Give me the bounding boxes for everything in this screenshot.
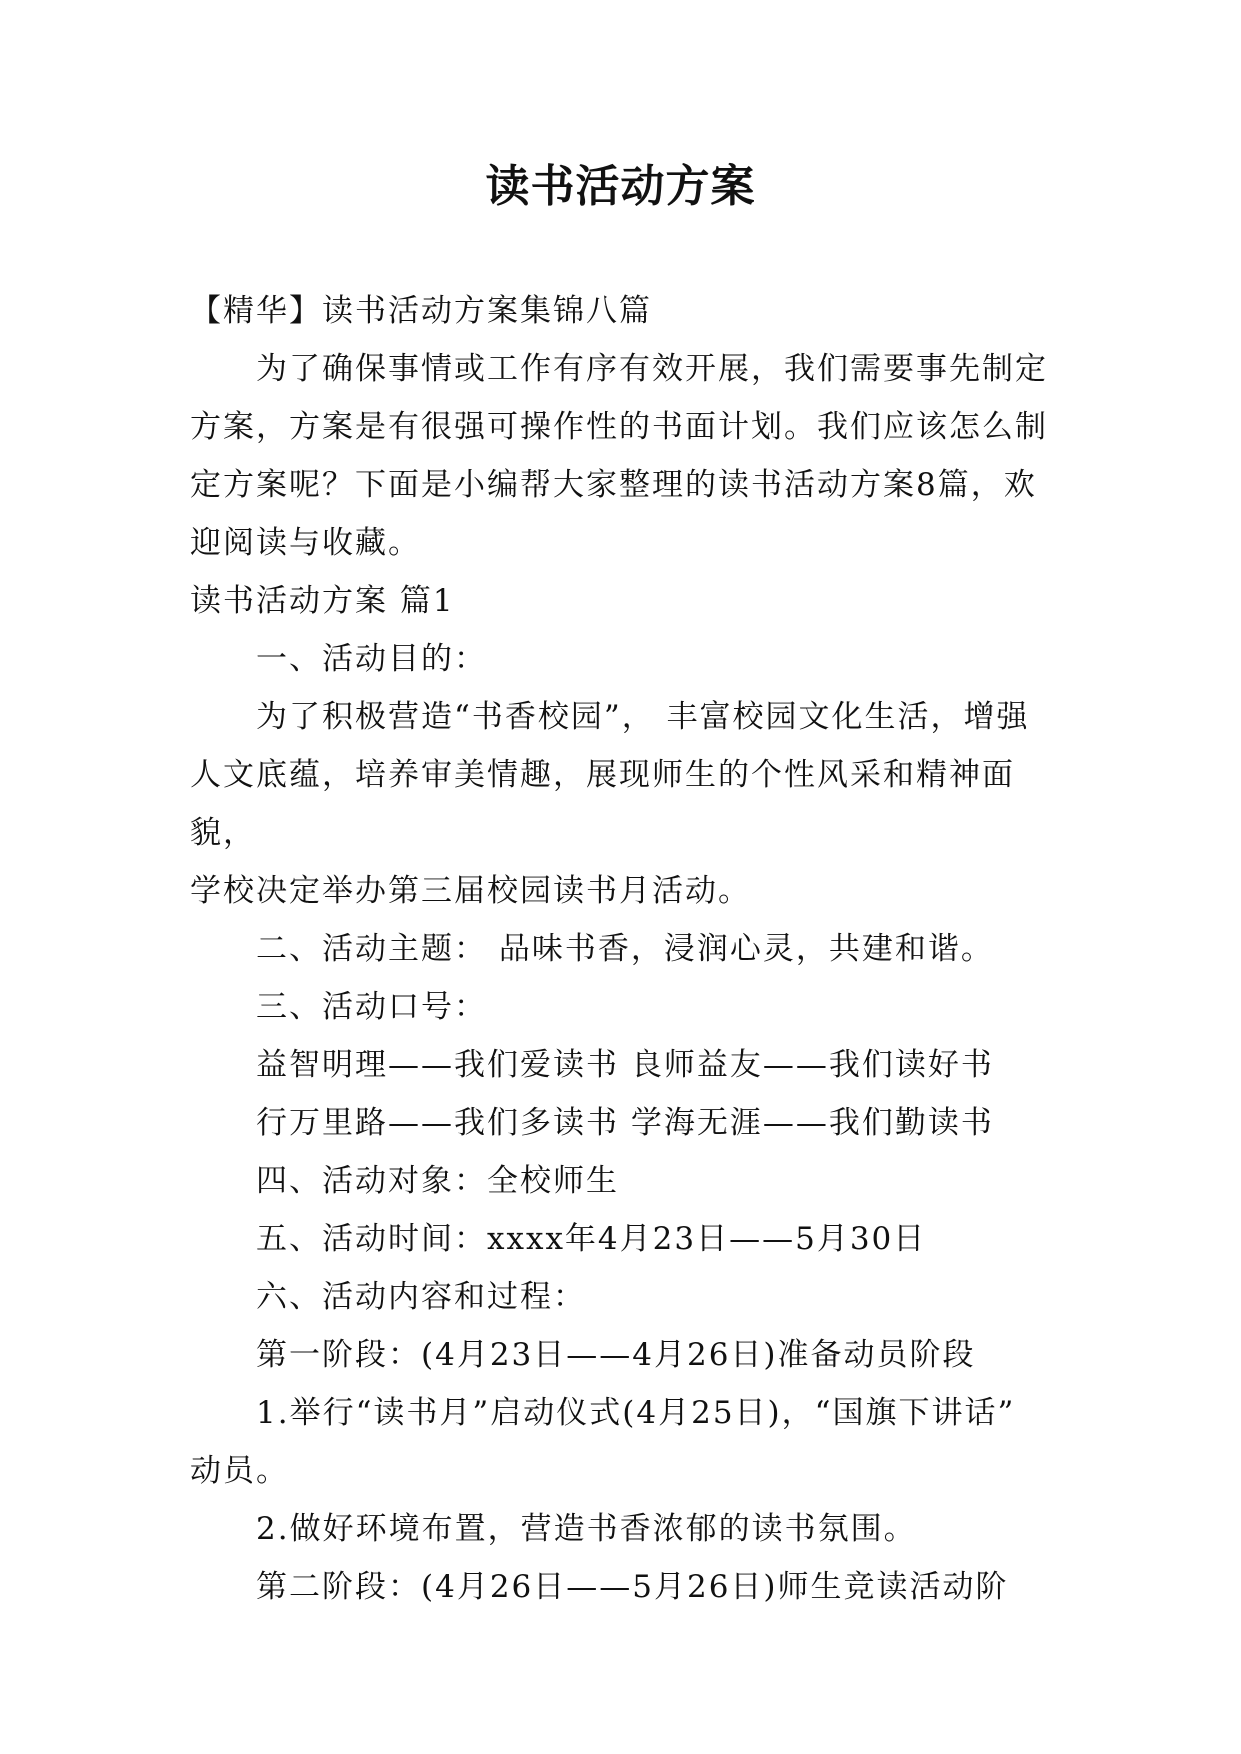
- item-one-line: 动员。: [190, 1453, 289, 1489]
- document-subtitle: 【精华】读书活动方案集锦八篇: [190, 293, 652, 329]
- section-heading: 读书活动方案 篇1: [190, 583, 455, 619]
- item-one-line: 1.举行“读书月”启动仪式(4月25日)，“国旗下讲话”: [256, 1395, 1016, 1431]
- intro-line: 为了确保事情或工作有序有效开展，我们需要事先制定: [256, 351, 1048, 387]
- content-heading: 六、活动内容和过程：: [256, 1279, 586, 1315]
- item-two: 2.做好环境布置，营造书香浓郁的读书氛围。: [256, 1511, 917, 1547]
- intro-paragraph: [190, 340, 1060, 572]
- purpose-line: 人文底蕴，培养审美情趣，展现师生的个性风采和精神面貌，: [190, 757, 1015, 851]
- slogan-line: 益智明理——我们爱读书 良师益友——我们读好书: [256, 1047, 994, 1083]
- item-one-paragraph: [190, 1384, 1060, 1500]
- intro-line: 方案，方案是有很强可操作性的书面计划。我们应该怎么制: [190, 409, 1048, 445]
- stage-one: 第一阶段：(4月23日——4月26日)准备动员阶段: [256, 1337, 976, 1373]
- document-body: [190, 282, 1060, 1616]
- purpose-line: 为了积极营造“书香校园”， 丰富校园文化生活，增强: [256, 699, 1030, 735]
- purpose-line: 学校决定举办第三届校园读书月活动。: [190, 873, 751, 909]
- intro-line: 迎阅读与收藏。: [190, 525, 421, 561]
- slogan-line: 行万里路——我们多读书 学海无涯——我们勤读书: [256, 1105, 994, 1141]
- slogan-heading: 三、活动口号：: [256, 989, 487, 1025]
- stage-two: 第二阶段：(4月26日——5月26日)师生竞读活动阶: [256, 1569, 1009, 1605]
- theme-line: 二、活动主题： 品味书香，浸润心灵，共建和谐。: [256, 931, 994, 967]
- purpose-paragraph: [190, 688, 1060, 920]
- intro-line: 定方案呢？下面是小编帮大家整理的读书活动方案8篇，欢: [190, 467, 1037, 503]
- target-line: 四、活动对象：全校师生: [256, 1163, 619, 1199]
- document-title: 读书活动方案: [485, 161, 756, 212]
- time-line: 五、活动时间：xxxx年4月23日——5月30日: [256, 1221, 927, 1257]
- purpose-heading: 一、活动目的：: [256, 641, 487, 677]
